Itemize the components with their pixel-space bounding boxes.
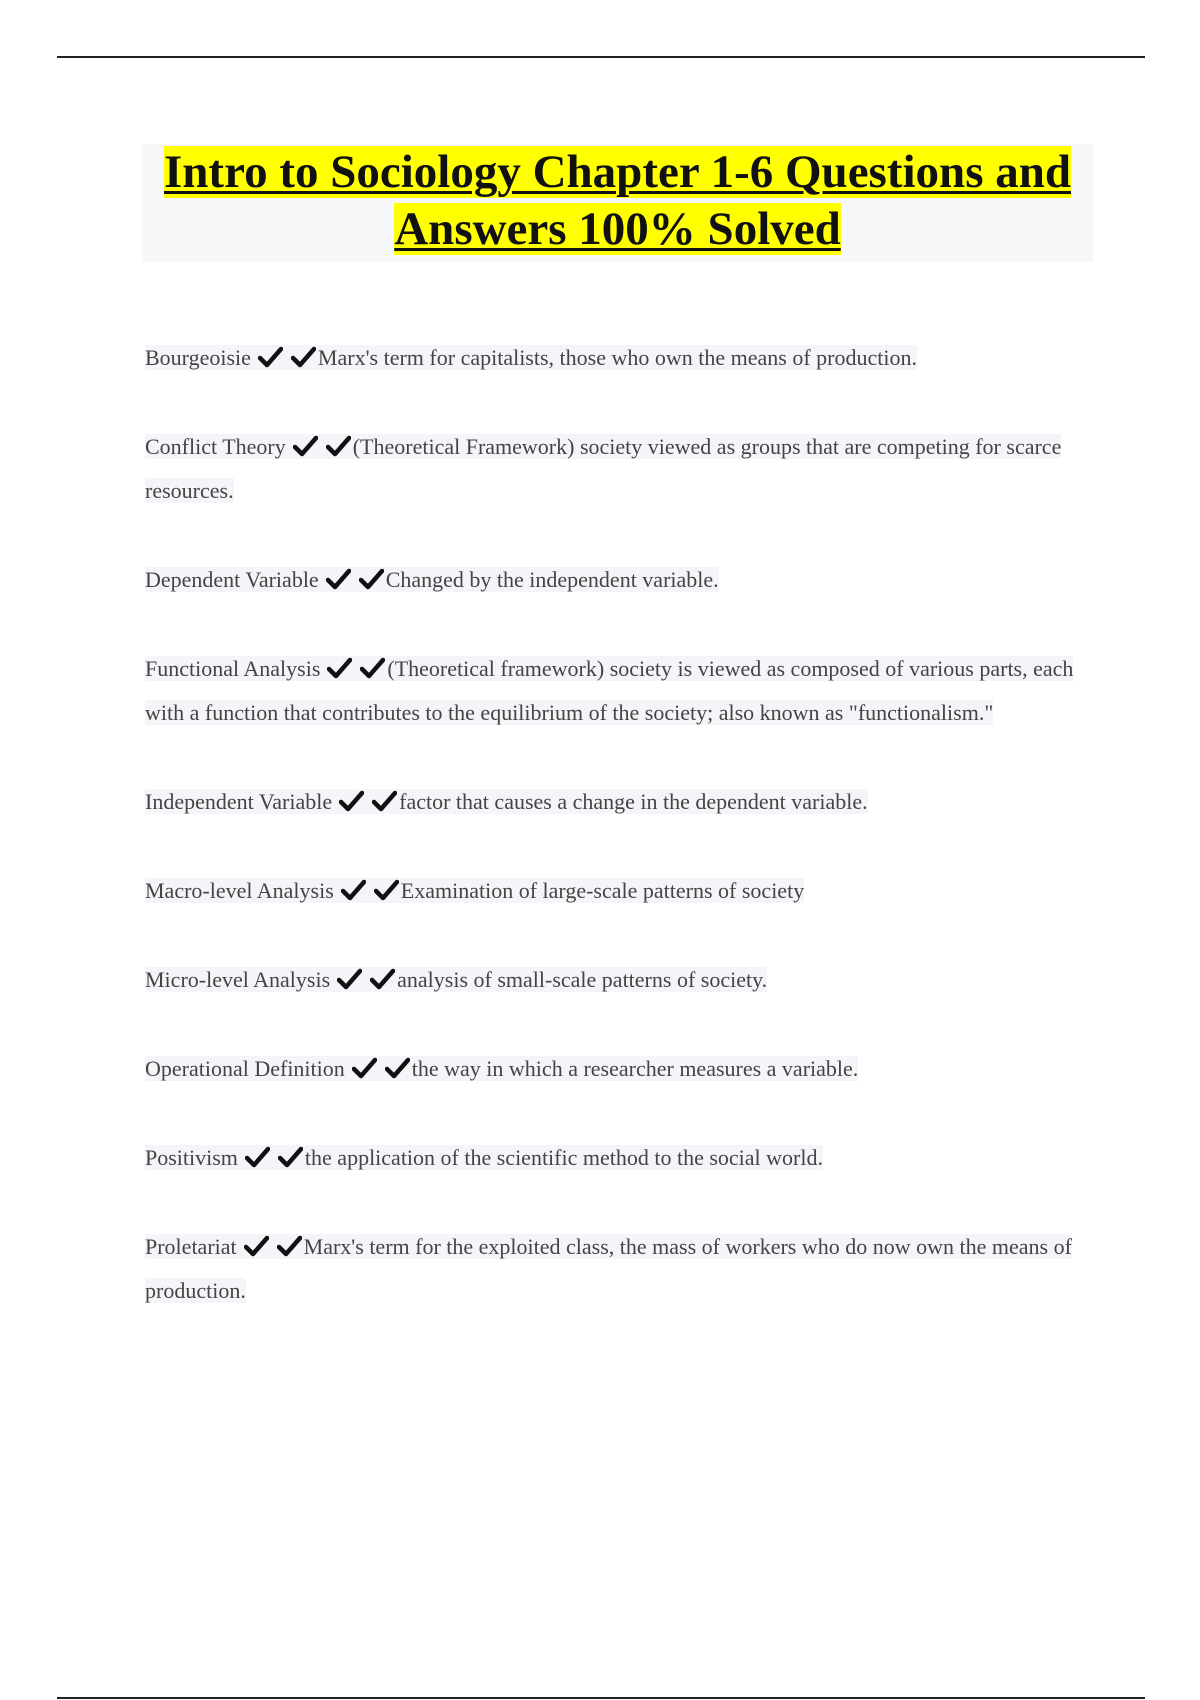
check-mark-icon (337, 968, 362, 990)
check-mark-icon (293, 435, 318, 457)
list-item (145, 1136, 1093, 1180)
term: Bourgeoisie (145, 345, 251, 370)
list-item (145, 647, 1093, 735)
list-item (145, 1047, 1093, 1091)
term: Operational Definition (145, 1056, 345, 1081)
check-mark-icon (385, 1057, 410, 1079)
list-item (145, 425, 1093, 513)
qa-list (145, 336, 1093, 1358)
list-item (145, 780, 1093, 824)
check-mark-icon (326, 568, 351, 590)
title-block (142, 144, 1093, 262)
check-mark-icon (244, 1235, 269, 1257)
check-mark-icon (352, 1057, 377, 1079)
definition: (Theoretical framework) society is viewed as composed of various parts, each with a function that contributes to the equilibrium of the society; also known as "functionalism." (145, 656, 1074, 725)
definition: Changed by the independent variable. (385, 567, 719, 592)
check-mark-icon (339, 790, 364, 812)
check-mark-icon (327, 657, 352, 679)
definition: the way in which a researcher measures a variable. (411, 1056, 859, 1081)
top-rule (57, 56, 1145, 58)
check-mark-icon (291, 346, 316, 368)
definition: the application of the scientific method to the social world. (304, 1145, 823, 1170)
term: Proletariat (145, 1234, 237, 1259)
document-title: Intro to Sociology Chapter 1-6 Questions and Answers 100% Solved (163, 146, 1072, 255)
list-item (145, 558, 1093, 602)
check-mark-icon (360, 657, 385, 679)
definition: Marx's term for the exploited class, the mass of workers who do now own the means of production. (145, 1234, 1072, 1303)
bottom-rule (57, 1697, 1145, 1699)
term: Dependent Variable (145, 567, 319, 592)
check-mark-icon (277, 1235, 302, 1257)
term: Positivism (145, 1145, 238, 1170)
check-mark-icon (245, 1146, 270, 1168)
check-mark-icon (341, 879, 366, 901)
definition: Marx's term for capitalists, those who own the means of production. (317, 345, 917, 370)
check-mark-icon (372, 790, 397, 812)
check-mark-icon (374, 879, 399, 901)
term: Independent Variable (145, 789, 333, 814)
term: Functional Analysis (145, 656, 321, 681)
list-item (145, 869, 1093, 913)
definition: (Theoretical Framework) society viewed as groups that are competing for scarce resources. (145, 434, 1062, 503)
list-item (145, 336, 1093, 380)
definition: Examination of large-scale patterns of society (400, 878, 805, 903)
check-mark-icon (258, 346, 283, 368)
check-mark-icon (326, 435, 351, 457)
check-mark-icon (278, 1146, 303, 1168)
check-mark-icon (370, 968, 395, 990)
term: Macro-level Analysis (145, 878, 334, 903)
term: Conflict Theory (145, 434, 286, 459)
definition: factor that causes a change in the dependent variable. (399, 789, 868, 814)
term: Micro-level Analysis (145, 967, 331, 992)
list-item (145, 1225, 1093, 1313)
check-mark-icon (359, 568, 384, 590)
list-item (145, 958, 1093, 1002)
definition: analysis of small-scale patterns of society. (397, 967, 768, 992)
